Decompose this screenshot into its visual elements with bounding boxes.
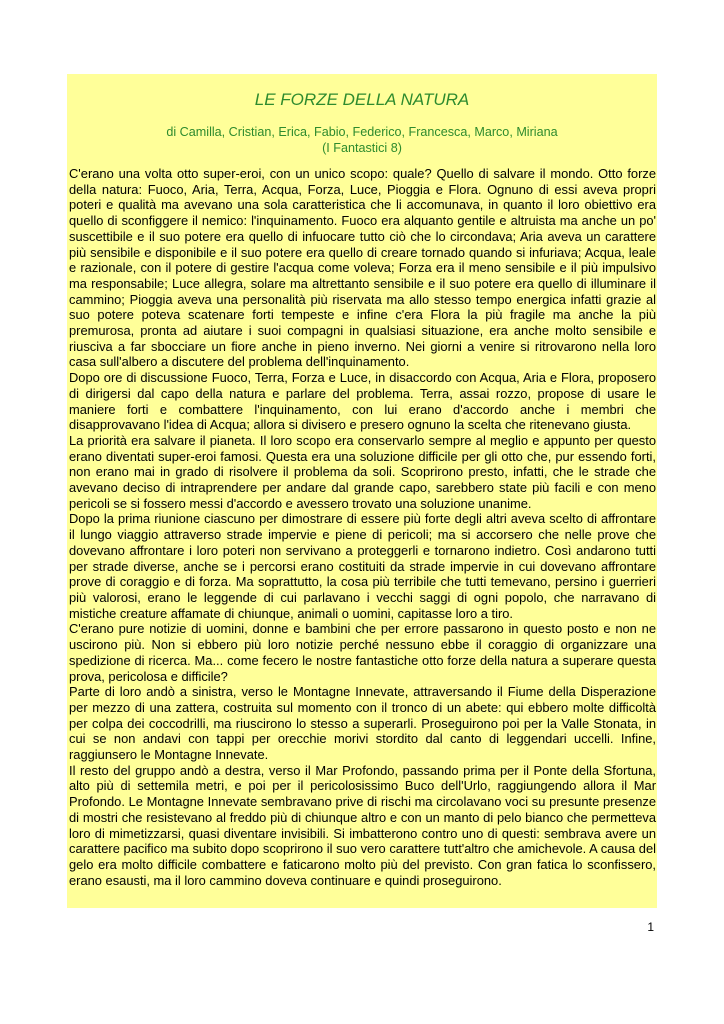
- document-title: LE FORZE DELLA NATURA: [254, 90, 470, 109]
- authors-block: [67, 125, 657, 156]
- paragraph: Parte di loro andò a sinistra, verso le Montagne Innevate, attraversando il Fiume della Disperazione per mezzo di una zattera, costruita sul momento con il tronco di un abete: qui ebbero molte difficoltà per colpa dei coccodrilli, ma riuscirono lo stesso a superarli. Proseguirono poi per la Valle Stonata, in cui se non andavi con tappi per orecchie morivi stordito dal canto di leggendari uccelli. Infine, raggiunsero le Montagne Innevate.: [69, 684, 656, 763]
- paragraph: Dopo la prima riunione ciascuno per dimostrare di essere più forte degli altri aveva scelto di affrontare il lungo viaggio attraverso strade impervie e piene di pericoli; ma si accorsero che nelle prove che dovevano affrontare i loro poteri non servivano a proteggerli e tornarono indietro. Così andarono tutti per strade diverse, anche se i percorsi erano costituiti da strade impervie in cui dovevano affrontare prove di coraggio e di forza. Ma soprattutto, la cosa più terribile che tutti temevano, persino i guerrieri più valorosi, erano le leggende di cui parlavano i vecchi saggi di ogni popolo, che narravano di mistiche creature affamate di chiunque, animali o uomini, capitasse loro a tiro.: [69, 511, 656, 621]
- paragraph: Dopo ore di discussione Fuoco, Terra, Forza e Luce, in disaccordo con Acqua, Aria e Flora, proposero di dirigersi dal capo della natura e parlare del problema. Terra, assai rozzo, propose di usare le maniere forti e combattere l'inquinamento, con lui erano d'accordo anche i membri che disapprovavano l'idea di Acqua; allora si divisero e presero ognuno la scelta che ritenevano giusta.: [69, 370, 656, 433]
- story-body: [69, 166, 656, 888]
- page-number: 1: [647, 920, 654, 934]
- paragraph: La priorità era salvare il pianeta. Il loro scopo era conservarlo sempre al meglio e appunto per questo erano diventati super-eroi famosi. Questa era una soluzione difficile per gli otto che, pur essendo forti, non erano mai in grado di risolvere il problema da soli. Scoprirono presto, infatti, che le strade che avevano deciso di intraprendere per andare dal grande capo, sarebbero state più facili e con meno pericoli se si fossero messi d'accordo e avessero trovato una soluzione unanime.: [69, 432, 656, 511]
- authors-line: di Camilla, Cristian, Erica, Fabio, Federico, Francesca, Marco, Miriana: [166, 125, 558, 139]
- paragraph: C'erano una volta otto super-eroi, con un unico scopo: quale? Quello di salvare il mondo. Otto forze della natura: Fuoco, Aria, Terra, Acqua, Forza, Luce, Pioggia e Flora. Ognuno di essi aveva propri poteri e qualità ma avevano una sola caratteristica che li accomunava, in quanto il loro obiettivo era quello di sconfiggere il nemico: l'inquinamento. Fuoco era alquanto gentile e altruista ma anche un po' suscettibile e il suo potere era quello di infuocare tutto ciò che lo circondava; Aria aveva un carattere più sensibile e disponibile e il suo potere era quello di creare tornado quando si infuriava; Acqua, leale e razionale, con il potere di gestire l'acqua come voleva; Forza era il meno sensibile e il più impulsivo ma responsabile; Luce allegra, solare ma altrettanto sensibile e il suo potere era quello di illuminare il cammino; Pioggia aveva una personalità più riservata ma allo stesso tempo energica infatti grazie al suo potere poteva scatenare forti tempeste e infine c'era Flora la più fragile ma anche la più premurosa, pronta ad aiutare i suoi compagni in qualsiasi situazione, era anche molto sensibile e riusciva a far sbocciare un fiore anche in pieno inverno. Nei giorni a venire si ritrovarono nella loro casa sull'albero a discutere del problema dell'inquinamento.: [69, 166, 656, 370]
- page-sheet: [67, 74, 657, 908]
- paragraph: Il resto del gruppo andò a destra, verso il Mar Profondo, passando prima per il Ponte della Sfortuna, alto più di settemila metri, e poi per il pericolosissimo Buco dell'Urlo, raggiungendo allora il Mar Profondo. Le Montagne Innevate sembravano prive di rischi ma circolavano voci su presunte presenze di mostri che resistevano al freddo più di chiunque altro e con un manto di pelo bianco che permetteva loro di mimetizzarsi, quasi diventare invisibili. Si imbatterono contro uno di questi: sembrava avere un carattere pacifico ma subito dopo scoprirono il suo vero carattere tutt'altro che amichevole. A causa del gelo era molto difficile combattere e faticarono molto più del previsto. Con gran fatica lo sconfissero, erano esausti, ma il loro cammino doveva continuare e quindi proseguirono.: [69, 762, 656, 888]
- paragraph: C'erano pure notizie di uomini, donne e bambini che per errore passarono in questo posto e non ne uscirono più. Non si ebbero più loro notizie perché nessuno ebbe il coraggio di organizzare una spedizione di ricerca. Ma... come fecero le nostre fantastiche otto forze della natura a superare questa prova, pericolosa e difficile?: [69, 621, 656, 684]
- group-line: (I Fantastici 8): [322, 140, 402, 155]
